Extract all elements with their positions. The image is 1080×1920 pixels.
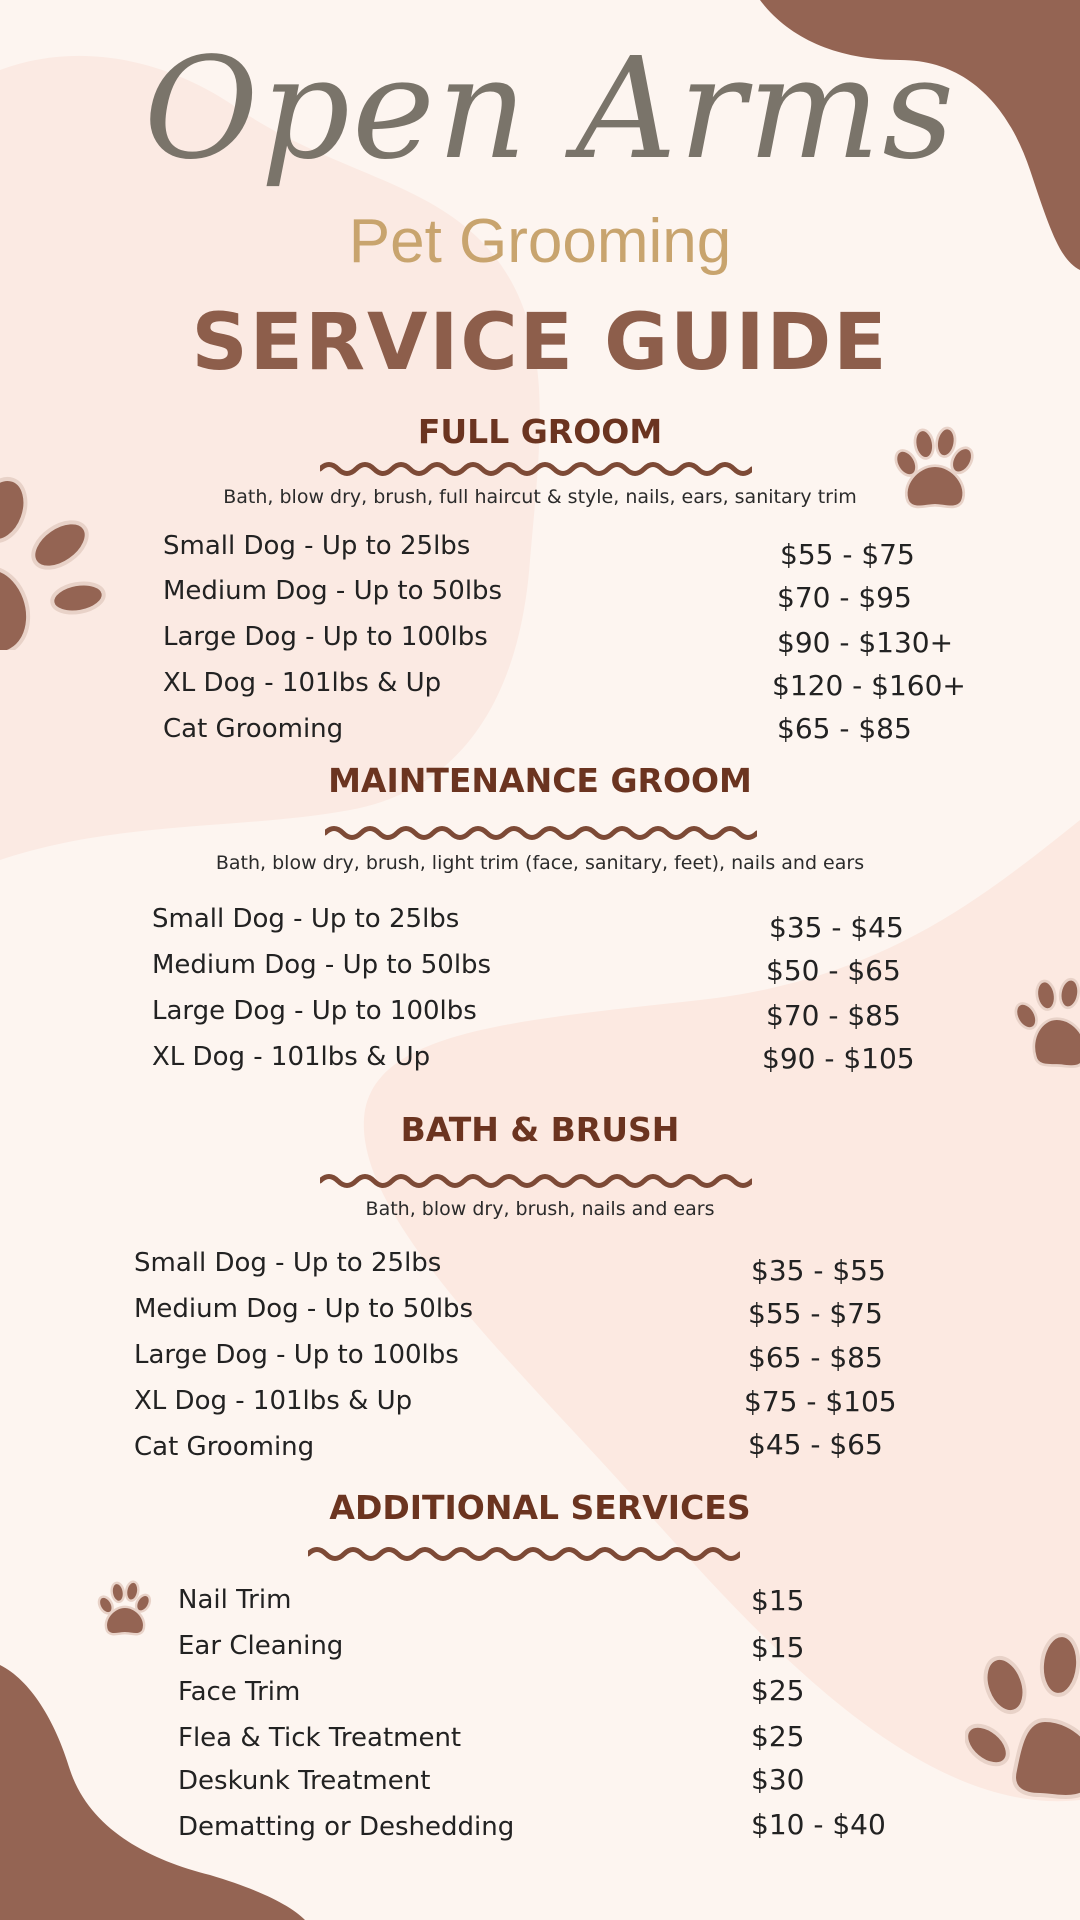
service-label: Flea & Tick Treatment [178, 1723, 462, 1753]
section-title-maintenance-groom: MAINTENANCE GROOM [328, 761, 752, 800]
section-description-full-groom: Bath, blow dry, brush, full haircut & style, nails, ears, sanitary trim [223, 486, 857, 508]
service-price: $35 - $45 [769, 911, 904, 944]
service-price: $65 - $85 [748, 1341, 883, 1374]
service-price: $55 - $75 [748, 1297, 883, 1330]
service-price: $15 [751, 1631, 805, 1664]
service-price: $45 - $65 [748, 1428, 883, 1461]
page-title: SERVICE GUIDE [191, 298, 889, 388]
service-price: $90 - $105 [762, 1042, 915, 1075]
paw-print-icon [965, 1630, 1080, 1800]
paw-print-icon [0, 450, 110, 650]
service-label: Dematting or Deshedding [178, 1812, 515, 1842]
service-price: $15 [751, 1584, 805, 1617]
service-price: $120 - $160+ [772, 669, 966, 702]
service-label: XL Dog - 101lbs & Up [134, 1386, 413, 1416]
service-label: Large Dog - Up to 100lbs [152, 996, 477, 1026]
wave-divider [308, 1545, 740, 1563]
service-label: Small Dog - Up to 25lbs [134, 1248, 442, 1278]
service-label: XL Dog - 101lbs & Up [163, 668, 442, 698]
service-price: $25 [751, 1720, 805, 1753]
service-label: Large Dog - Up to 100lbs [163, 622, 488, 652]
service-price: $30 [751, 1763, 805, 1796]
paw-print-icon [95, 1578, 155, 1638]
service-label: Ear Cleaning [178, 1631, 344, 1661]
paw-print-icon [1010, 975, 1080, 1075]
wave-divider [325, 824, 757, 842]
section-title-full-groom: FULL GROOM [417, 412, 663, 451]
service-price: $70 - $95 [777, 581, 912, 614]
service-price: $50 - $65 [766, 954, 901, 987]
service-price: $65 - $85 [777, 712, 912, 745]
service-label: Nail Trim [178, 1585, 292, 1615]
service-label: Face Trim [178, 1677, 301, 1707]
service-label: Large Dog - Up to 100lbs [134, 1340, 459, 1370]
wave-divider [320, 1172, 752, 1190]
service-price: $35 - $55 [751, 1254, 886, 1287]
service-label: XL Dog - 101lbs & Up [152, 1042, 431, 1072]
service-price: $75 - $105 [744, 1385, 897, 1418]
service-label: Medium Dog - Up to 50lbs [152, 950, 492, 980]
service-price: $70 - $85 [766, 999, 901, 1032]
service-label: Small Dog - Up to 25lbs [152, 904, 460, 934]
service-price: $25 [751, 1674, 805, 1707]
service-price: $90 - $130+ [777, 626, 954, 659]
service-label: Medium Dog - Up to 50lbs [163, 576, 503, 606]
service-price: $10 - $40 [751, 1808, 886, 1841]
brand-logo-script: Open Arms [143, 28, 957, 191]
wave-divider [320, 460, 752, 478]
section-description-maintenance-groom: Bath, blow dry, brush, light trim (face, sanitary, feet), nails and ears [215, 852, 865, 874]
service-label: Deskunk Treatment [178, 1766, 431, 1796]
service-label: Medium Dog - Up to 50lbs [134, 1294, 474, 1324]
service-label: Small Dog - Up to 25lbs [163, 531, 471, 561]
service-price: $55 - $75 [780, 538, 915, 571]
service-label: Cat Grooming [163, 714, 344, 744]
section-title-additional-services: ADDITIONAL SERVICES [329, 1488, 751, 1527]
section-description-bath-brush: Bath, blow dry, brush, nails and ears [365, 1198, 715, 1220]
service-label: Cat Grooming [134, 1432, 315, 1462]
section-title-bath-brush: BATH & BRUSH [400, 1110, 680, 1149]
brand-subtitle: Pet Grooming [348, 207, 732, 276]
